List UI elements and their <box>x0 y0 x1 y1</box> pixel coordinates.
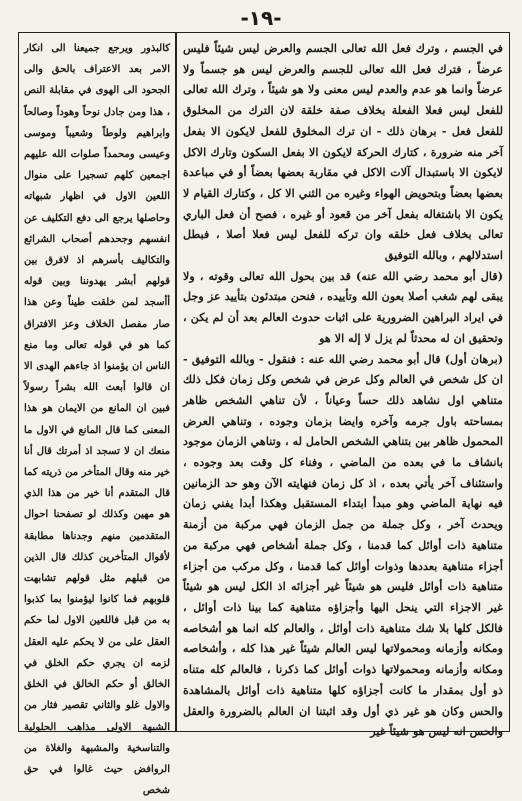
main-paragraph-2: (قال أبو محمد رضي الله عنه) قد بين بحول الله تعالى وقوته ، ولا يبقى لهم شغب أصلا بعون الله وتأييده ، فنحن مبتدئون بتأييد عز وجل في ايراد البراهين الضرورية على اثبات حدوث العالم بعد أن لم يكن ، وتحقيق ان له محدثاً لم يزل لا إله الا هو <box>183 268 503 345</box>
margin-text-column <box>24 38 170 797</box>
page-number: -١٩- <box>240 6 282 30</box>
margin-paragraph-1: كالبذور ويرجع جميعنا الى انكار الامر بعد الاعتراف بالحق والى الجحود الى الهوى في مقابلة النص ، هذا ومن جادل نوحاً وهوداً وصالحاً وابراهيم ولوطاً وشعيباً وموسى وعيسى ومحمداً صلوات الله عليهم اجمعين كلهم تسجيرا على منوال اللعين الاول في اظهار شبهاته وحاصلها يرجع الى دفع التكليف عن انفسهم وجحدهم أصحاب الشرائع والتكاليف بأسرهم اذ لافرق بين قولهم أبشر يهدوننا وبين قوله أأسجد لمن خلقت طيناً وعن هذا صار مفصل الخلاف وعز الافتراق كما هو في قوله تعالى وما منع الناس ان يؤمنوا اذ جاءهم الهدى الا ان قالوا أبعث الله بشراً رسولاً فبين ان المانع من الايمان هو هذا المعنى كما قال المانع في الاول ما منعك ان لا تسجد اذ أمرتك قال أنا خير منه وقال المتأخر من ذريته كما قال المتقدم أنا خير من هذا الذي هو مهين وكذلك لو تصفحنا احوال المتقدمين منهم وجدناها مطابقة لأقوال المتأخرين كذلك قال الذين من قبلهم مثل قولهم تشابهت قلوبهم فما كانوا ليؤمنوا بما كذبوا به من قبل فاللعين الاول لما حكم العقل على من لا يحكم عليه العقل لزمه ان يجري حكم الخلق في الخالق أو حكم الخالق في الخلق والاول غلو والثاني تقصير فثار من الشبهة الاولى مذاهب الحلولية والتناسخية والمشبهة والغلاة من الروافض حيث غالوا في حق شخص <box>24 43 170 797</box>
main-text-column <box>183 38 503 739</box>
main-paragraph-1: في الجسم ، وترك فعل الله تعالى الجسم والعرض ليس شيئاً فليس عرضاً ، فترك فعل الله تعالى للجسم والعرض ليس هو جسماً ولا عرضاً وانما هو عدم والعدم ليس معنى ولا هو شيئاً ، وترك الله تعالى للفعل ليس فعلا الفعلة بخلاف صفة خلقة لان الترك من المخلوق للفعل فعل - برهان ذلك - ان ترك المخلوق للفعل لايكون الا بفعل آخر منه ضرورة ، كتارك الحركة لايكون الا بفعل السكون وتارك الاكل لايكون الا باستبدال آلات الاكل في مقاربة بعضها بعضاً أو في مباعدة بعضها بعضاً وبتحويض الهواء وغيره من الثني الا كل ، وكتارك القيام لا يكون الا باشتغاله بفعل آخر من قعود أو غيره ، فصح أن فعل الباري تعالى بخلاف فعل خلقه وان تركه للفعل ليس فعلا أصلا ، فبطل استدلالهم ، وبالله التوفيق <box>183 41 503 263</box>
main-paragraph-3: (برهان أول) قال أبو محمد رضي الله عنه : فنقول - وبالله التوفيق - ان كل شخص في العالم وكل عرض في شخص وكل زمان فكل ذلك متناهي اول نشاهد ذلك حساً وعياناً ، لأن تناهي الشخص ظاهر بمساحته باول جرمه وآخره وايضا بزمان وجوده ، وتناهي العرض المحمول ظاهر بين بتناهي الشخص الحامل له ، وتناهي الزمان موجود بانشاف ما في بعده من الماضي ، وفناء كل وقت بعد وجوده ، واستئناف آخر يأتي بعده ، اذ كل زمان فنهايته الآن وهو حد الزمانين فيه نهاية الماضي وهو مبدأ ابتداء المستقبل وهكذا أبدا يفني زمان ويحدث آخر ، وكل جملة من جمل الزمان فهي مركبة من أزمنة متناهية ذات أوائل كما قدمنا ، وكل جملة أشخاص فهي مركبة من أجزاء متناهية بعددها وذوات أوائل كما قدمنا ، وكل مركب من أجزاء متناهية ذات أوائل فليس هو شيئاً غير أجزائه اذ الكل ليس هو شيئاً غير الاجزاء التي ينحل اليها وأجزاؤه متناهية كما بينا ذات أوائل ، فالكل كلها بلا شك متناهية ذات أوائل ، والعالم كله انما هو أشخاصه ومكانه وأزمانه ومحمولاتها ليس العالم شيئاً غير هذا كله ، وأشخاصه ومكانه وأزمانه ومحمولاتها ذوات أوائل كما ذكرنا ، فالعالم كله متناه ذو أول بمقدار ما كانت أجزاؤه كلها متناهية ذات أوائل بالمشاهدة والحس وكان هو غير ذي أول وقد اثبتنا ان العالم بالضرورة والعقل والحس انه ليس هو شيئاً غير <box>183 351 503 739</box>
column-divider <box>175 32 177 732</box>
